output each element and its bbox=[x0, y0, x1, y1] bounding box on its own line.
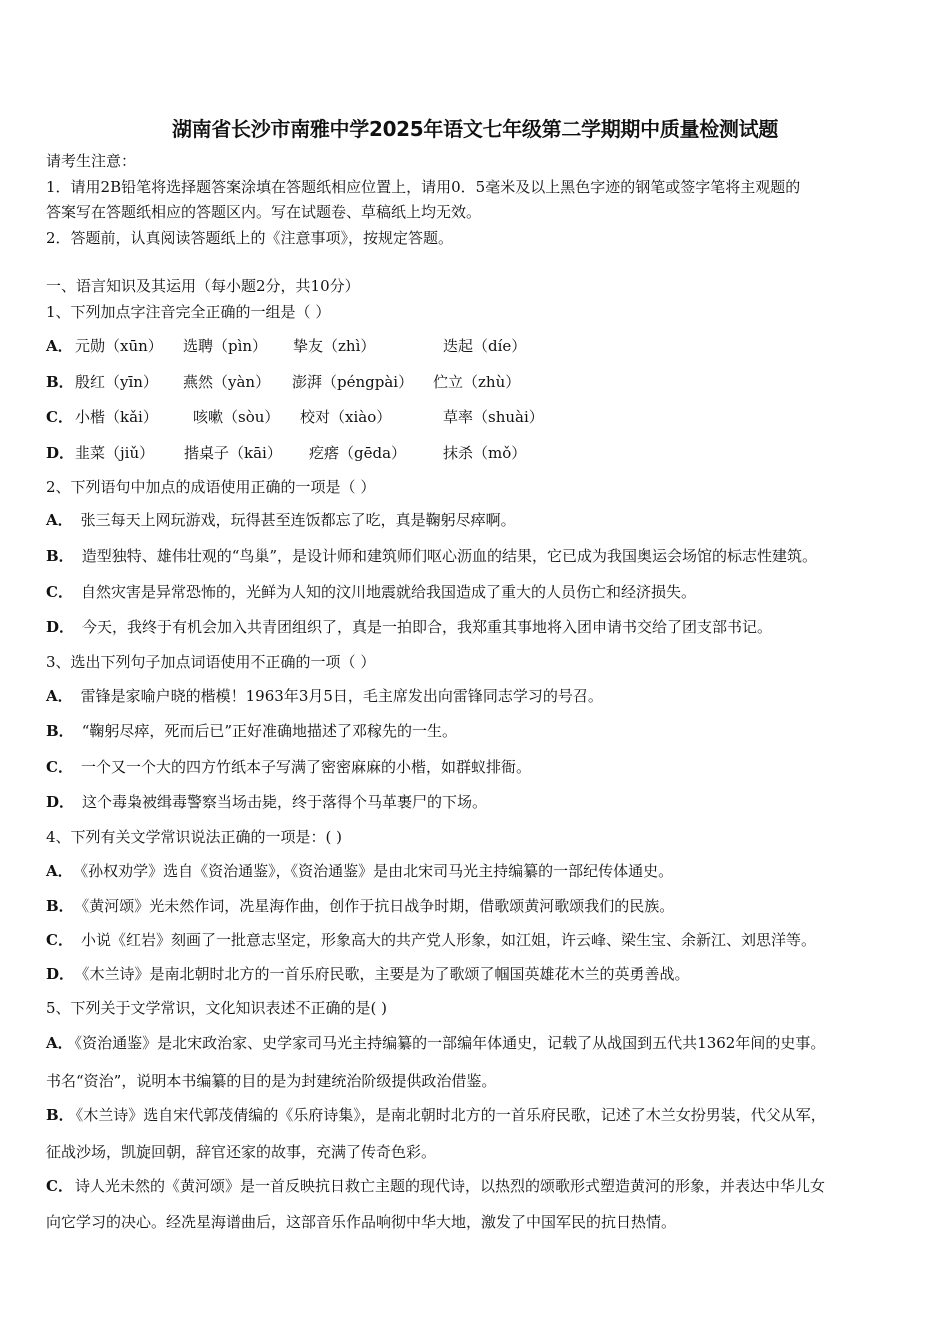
option-text: 一个又一个大的四方竹纸本子写满了密密麻麻的小楷，如群蚁排衙。 bbox=[80, 758, 531, 776]
option-label: A． bbox=[46, 687, 73, 705]
option-text: 今天，我终于有机会加入共青团组织了，真是一拍即合，我郑重其事地将入团申请书交给了团支部书记。 bbox=[82, 618, 773, 636]
q5-stem: 5、下列关于文学常识，文化知识表述不正确的是( ) bbox=[46, 999, 388, 1017]
option-text: 自然灾害是异常恐怖的，光鲜为人知的汶川地震就给我国造成了重大的人员伤亡和经济损失。 bbox=[80, 583, 696, 601]
option-item: 揩桌子（kāi） bbox=[184, 444, 282, 462]
option-label: A． bbox=[46, 511, 73, 529]
option-text: 《黄河颂》光未然作词，冼星海作曲，创作于抗日战争时期，借歌颂黄河歌颂我们的民族。 bbox=[81, 897, 675, 915]
q1-stem: 1、下列加点字注音完全正确的一组是（ ） bbox=[46, 303, 331, 321]
option-item: 燕然（yàn） bbox=[183, 373, 271, 391]
q5-option-c-cont: 向它学习的决心。经冼星海谱曲后，这部音乐作品响彻中华大地，激发了中国军民的抗日热情。 bbox=[46, 1213, 677, 1231]
notice-item-2: 2．答题前，认真阅读答题纸上的《注意事项》，按规定答题。 bbox=[46, 229, 454, 247]
option-label: B． bbox=[46, 547, 74, 565]
option-item: 咳嗽（sòu） bbox=[193, 408, 280, 426]
option-label: B． bbox=[46, 373, 74, 391]
option-text: 造型独特、雄伟壮观的“鸟巢”，是设计师和建筑师们呕心沥血的结果，它已成为我国奥运会场馆的标志性建筑。 bbox=[81, 547, 818, 565]
option-label: C． bbox=[46, 1177, 73, 1195]
q4-option-d bbox=[46, 964, 690, 984]
option-label: D． bbox=[46, 618, 75, 636]
option-item: 殷红（yīn） bbox=[75, 373, 158, 391]
q4-option-a bbox=[46, 861, 673, 881]
option-text: 《木兰诗》是南北朝时北方的一首乐府民歌，主要是为了歌颂了帼国英雄花木兰的英勇善战。 bbox=[82, 965, 690, 983]
notice-item-1: 1．请用2B铅笔将选择题答案涂填在答题纸相应位置上，请用0．5毫米及以上黑色字迹的钢笔或签字笔将主观题的 bbox=[46, 178, 801, 196]
option-label: D． bbox=[46, 793, 75, 811]
option-item: 韭菜（jiǔ） bbox=[75, 444, 155, 462]
option-item: 选聘（pìn） bbox=[183, 337, 268, 355]
option-text: 张三每天上网玩游戏，玩得甚至连饭都忘了吃，真是鞠躬尽瘁啊。 bbox=[80, 511, 516, 529]
option-item: 迭起（díe） bbox=[443, 337, 527, 355]
q3-option-d bbox=[46, 792, 487, 812]
q2-option-a bbox=[46, 510, 516, 530]
option-label: C． bbox=[46, 408, 73, 426]
option-text: 《孙权劝学》选自《资治通鉴》，《资治通鉴》是由北宋司马光主持编纂的一部纪传体通史。 bbox=[80, 862, 674, 880]
option-label: A． bbox=[46, 337, 73, 355]
q2-option-d bbox=[46, 617, 772, 637]
q5-option-b bbox=[46, 1105, 826, 1125]
option-item: 澎湃（péngpài） bbox=[292, 373, 414, 391]
q3-option-a bbox=[46, 686, 603, 706]
option-text: 小说《红岩》刻画了一批意志坚定，形象高大的共产党人形象，如江姐，许云峰、梁生宝、余新江、刘思洋等。 bbox=[80, 931, 816, 949]
q2-stem: 2、下列语句中加点的成语使用正确的一项是（ ） bbox=[46, 478, 376, 496]
q2-option-b bbox=[46, 546, 817, 566]
section-heading: 一、语言知识及其运用（每小题2分，共10分） bbox=[46, 277, 360, 295]
q5-option-a-cont: 书名“资治”，说明本书编纂的目的是为封建统治阶级提供政治借鉴。 bbox=[46, 1072, 497, 1090]
q5-option-c bbox=[46, 1176, 825, 1196]
option-label: B． bbox=[46, 722, 74, 740]
notice-heading: 请考生注意： bbox=[46, 152, 137, 170]
q3-stem: 3、选出下列句子加点词语使用不正确的一项（ ） bbox=[46, 653, 376, 671]
option-item: 抹杀（mǒ） bbox=[443, 444, 527, 462]
option-item: 挚友（zhì） bbox=[293, 337, 376, 355]
option-text: 诗人光未然的《黄河颂》是一首反映抗日救亡主题的现代诗，以热烈的颂歌形式塑造黄河的形象，并表达中华儿女 bbox=[74, 1177, 825, 1195]
option-label: B． bbox=[46, 1106, 74, 1124]
q2-option-c bbox=[46, 582, 696, 602]
option-text: 雷锋是家喻户晓的楷模！1963年3月5日，毛主席发出向雷锋同志学习的号召。 bbox=[80, 687, 603, 705]
option-label: D． bbox=[46, 965, 75, 983]
option-text: 这个毒枭被缉毒警察当场击毙，终于落得个马革裹尸的下场。 bbox=[82, 793, 488, 811]
option-item: 疙瘩（gēda） bbox=[309, 444, 407, 462]
option-label: B． bbox=[46, 897, 74, 915]
q3-option-c bbox=[46, 757, 531, 777]
notice-item-1-cont: 答案写在答题纸相应的答题区内。写在试题卷、草稿纸上均无效。 bbox=[46, 203, 482, 221]
option-item: 伫立（zhù） bbox=[433, 373, 521, 391]
page-title: 湖南省长沙市南雅中学2025年语文七年级第二学期期中质量检测试题 bbox=[171, 117, 779, 141]
q4-option-b bbox=[46, 896, 674, 916]
option-label: A． bbox=[46, 862, 73, 880]
q4-option-c bbox=[46, 930, 816, 950]
option-label: A． bbox=[46, 1034, 73, 1052]
option-text: 《木兰诗》选自宋代郭茂倩编的《乐府诗集》，是南北朝时北方的一首乐府民歌，记述了木兰女扮男装，代父从军， bbox=[75, 1106, 826, 1124]
option-item: 元勋（xūn） bbox=[75, 337, 163, 355]
option-label: C． bbox=[46, 758, 73, 776]
option-item: 校对（xiào） bbox=[300, 408, 392, 426]
option-item: 草率（shuài） bbox=[443, 408, 544, 426]
q5-option-a bbox=[46, 1033, 825, 1053]
option-label: D． bbox=[46, 444, 75, 462]
q3-option-b bbox=[46, 721, 457, 741]
option-text: 《资治通鉴》是北宋政治家、史学家司马光主持编纂的一部编年体通史，记载了从战国到五代共1362年间的史事。 bbox=[74, 1034, 826, 1052]
option-item: 小楷（kǎi） bbox=[75, 408, 158, 426]
option-label: C． bbox=[46, 583, 73, 601]
option-label: C． bbox=[46, 931, 73, 949]
q4-stem: 4、下列有关文学常识说法正确的一项是：( ) bbox=[46, 828, 343, 846]
option-text: “鞠躬尽瘁，死而后已”正好准确地描述了邓稼先的一生。 bbox=[81, 722, 458, 740]
q5-option-b-cont: 征战沙场，凯旋回朝，辞官还家的故事，充满了传奇色彩。 bbox=[46, 1143, 437, 1161]
